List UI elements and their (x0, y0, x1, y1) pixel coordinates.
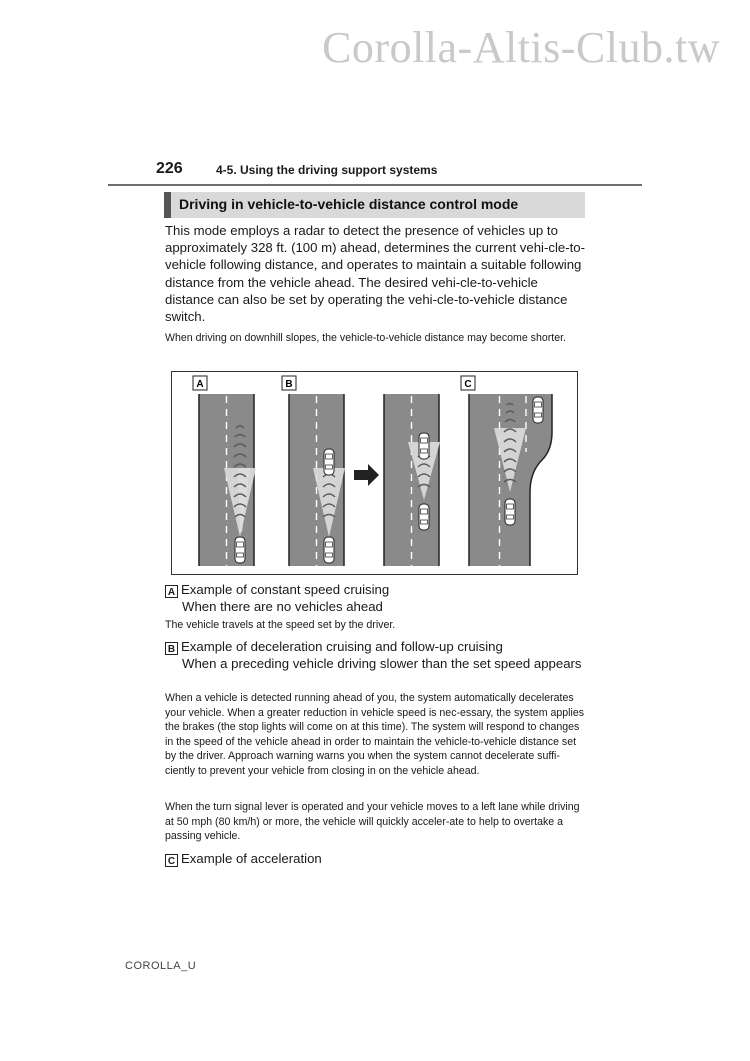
caption-a (165, 581, 585, 615)
road-b1 (289, 394, 345, 566)
caption-c (165, 850, 585, 867)
other-car-c (533, 397, 543, 423)
text-b1: When a vehicle is detected running ahead of you, the system automatically decelerates your vehicle. When a greater reduction in vehicle speed is nec-essary, the system applies the brakes (the stop lights will come on at this time). The system will respond to changes in the speed of the vehicle ahead in order to maintain the vehicle-to-vehicle distance set by the driver. Approach warning warns you when the system cannot decelerate suffi-ciently to prevent your vehicle from closing in on the vehicle ahead. (165, 692, 585, 777)
caption-a-badge: A (165, 585, 178, 598)
section-heading-box (164, 192, 585, 218)
own-car-c (505, 499, 515, 525)
svg-text:C: C (464, 379, 472, 390)
cruise-diagram-svg (172, 372, 577, 574)
page-number: 226 (156, 160, 183, 177)
caption-b (165, 638, 585, 672)
cruise-diagram (171, 371, 578, 575)
own-car-b1 (324, 537, 334, 563)
caption-a-title: Example of constant speed cruising (181, 582, 390, 597)
downhill-note: When driving on downhill slopes, the vehicle-to-vehicle distance may become shorter. (165, 332, 566, 344)
caption-c-title: Example of acceleration (181, 851, 322, 866)
own-car-b2 (419, 504, 429, 530)
lead-car-b2 (419, 433, 429, 459)
label-a (193, 376, 207, 390)
svg-text:A: A (196, 379, 204, 390)
svg-text:B: B (285, 379, 293, 390)
road-a (199, 394, 256, 566)
chapter-title: 4-5. Using the driving support systems (216, 163, 438, 177)
intro-paragraph: This mode employs a radar to detect the presence of vehicles up to approximately 328 ft. (100 m) ahead, determines the current vehi-cle-to-vehicle following distance, and operates to maintain a suitable following distance from the vehicle ahead. The desired vehi-cle-to-vehicle distance can also be set by operating the vehi-cle-to-vehicle distance switch. (165, 223, 586, 325)
section-title: Driving in vehicle-to-vehicle distance control mode (179, 196, 519, 212)
caption-a-sub: When there are no vehicles ahead (182, 599, 383, 614)
caption-c-badge: C (165, 854, 178, 867)
text-b2: When the turn signal lever is operated and your vehicle moves to a left lane while driving at 50 mph (80 km/h) or more, the vehicle will quickly acceler-ate to help to overtake a passing vehicle. (165, 801, 580, 843)
own-car-a (235, 537, 245, 563)
page-header (108, 158, 642, 186)
road-b2 (384, 394, 440, 566)
label-c (461, 376, 475, 390)
caption-b-title: Example of deceleration cruising and follow-up cruising (181, 639, 503, 654)
caption-b-sub: When a preceding vehicle driving slower than the set speed appears (182, 656, 582, 671)
caption-b-badge: B (165, 642, 178, 655)
watermark: Corolla-Altis-Club.tw (322, 23, 720, 72)
footer-code: COROLLA_U (125, 960, 197, 972)
text-a: The vehicle travels at the speed set by the driver. (165, 619, 396, 631)
label-b (282, 376, 296, 390)
transition-arrow (354, 464, 379, 486)
road-c (469, 394, 552, 566)
lead-car-b1 (324, 449, 334, 475)
